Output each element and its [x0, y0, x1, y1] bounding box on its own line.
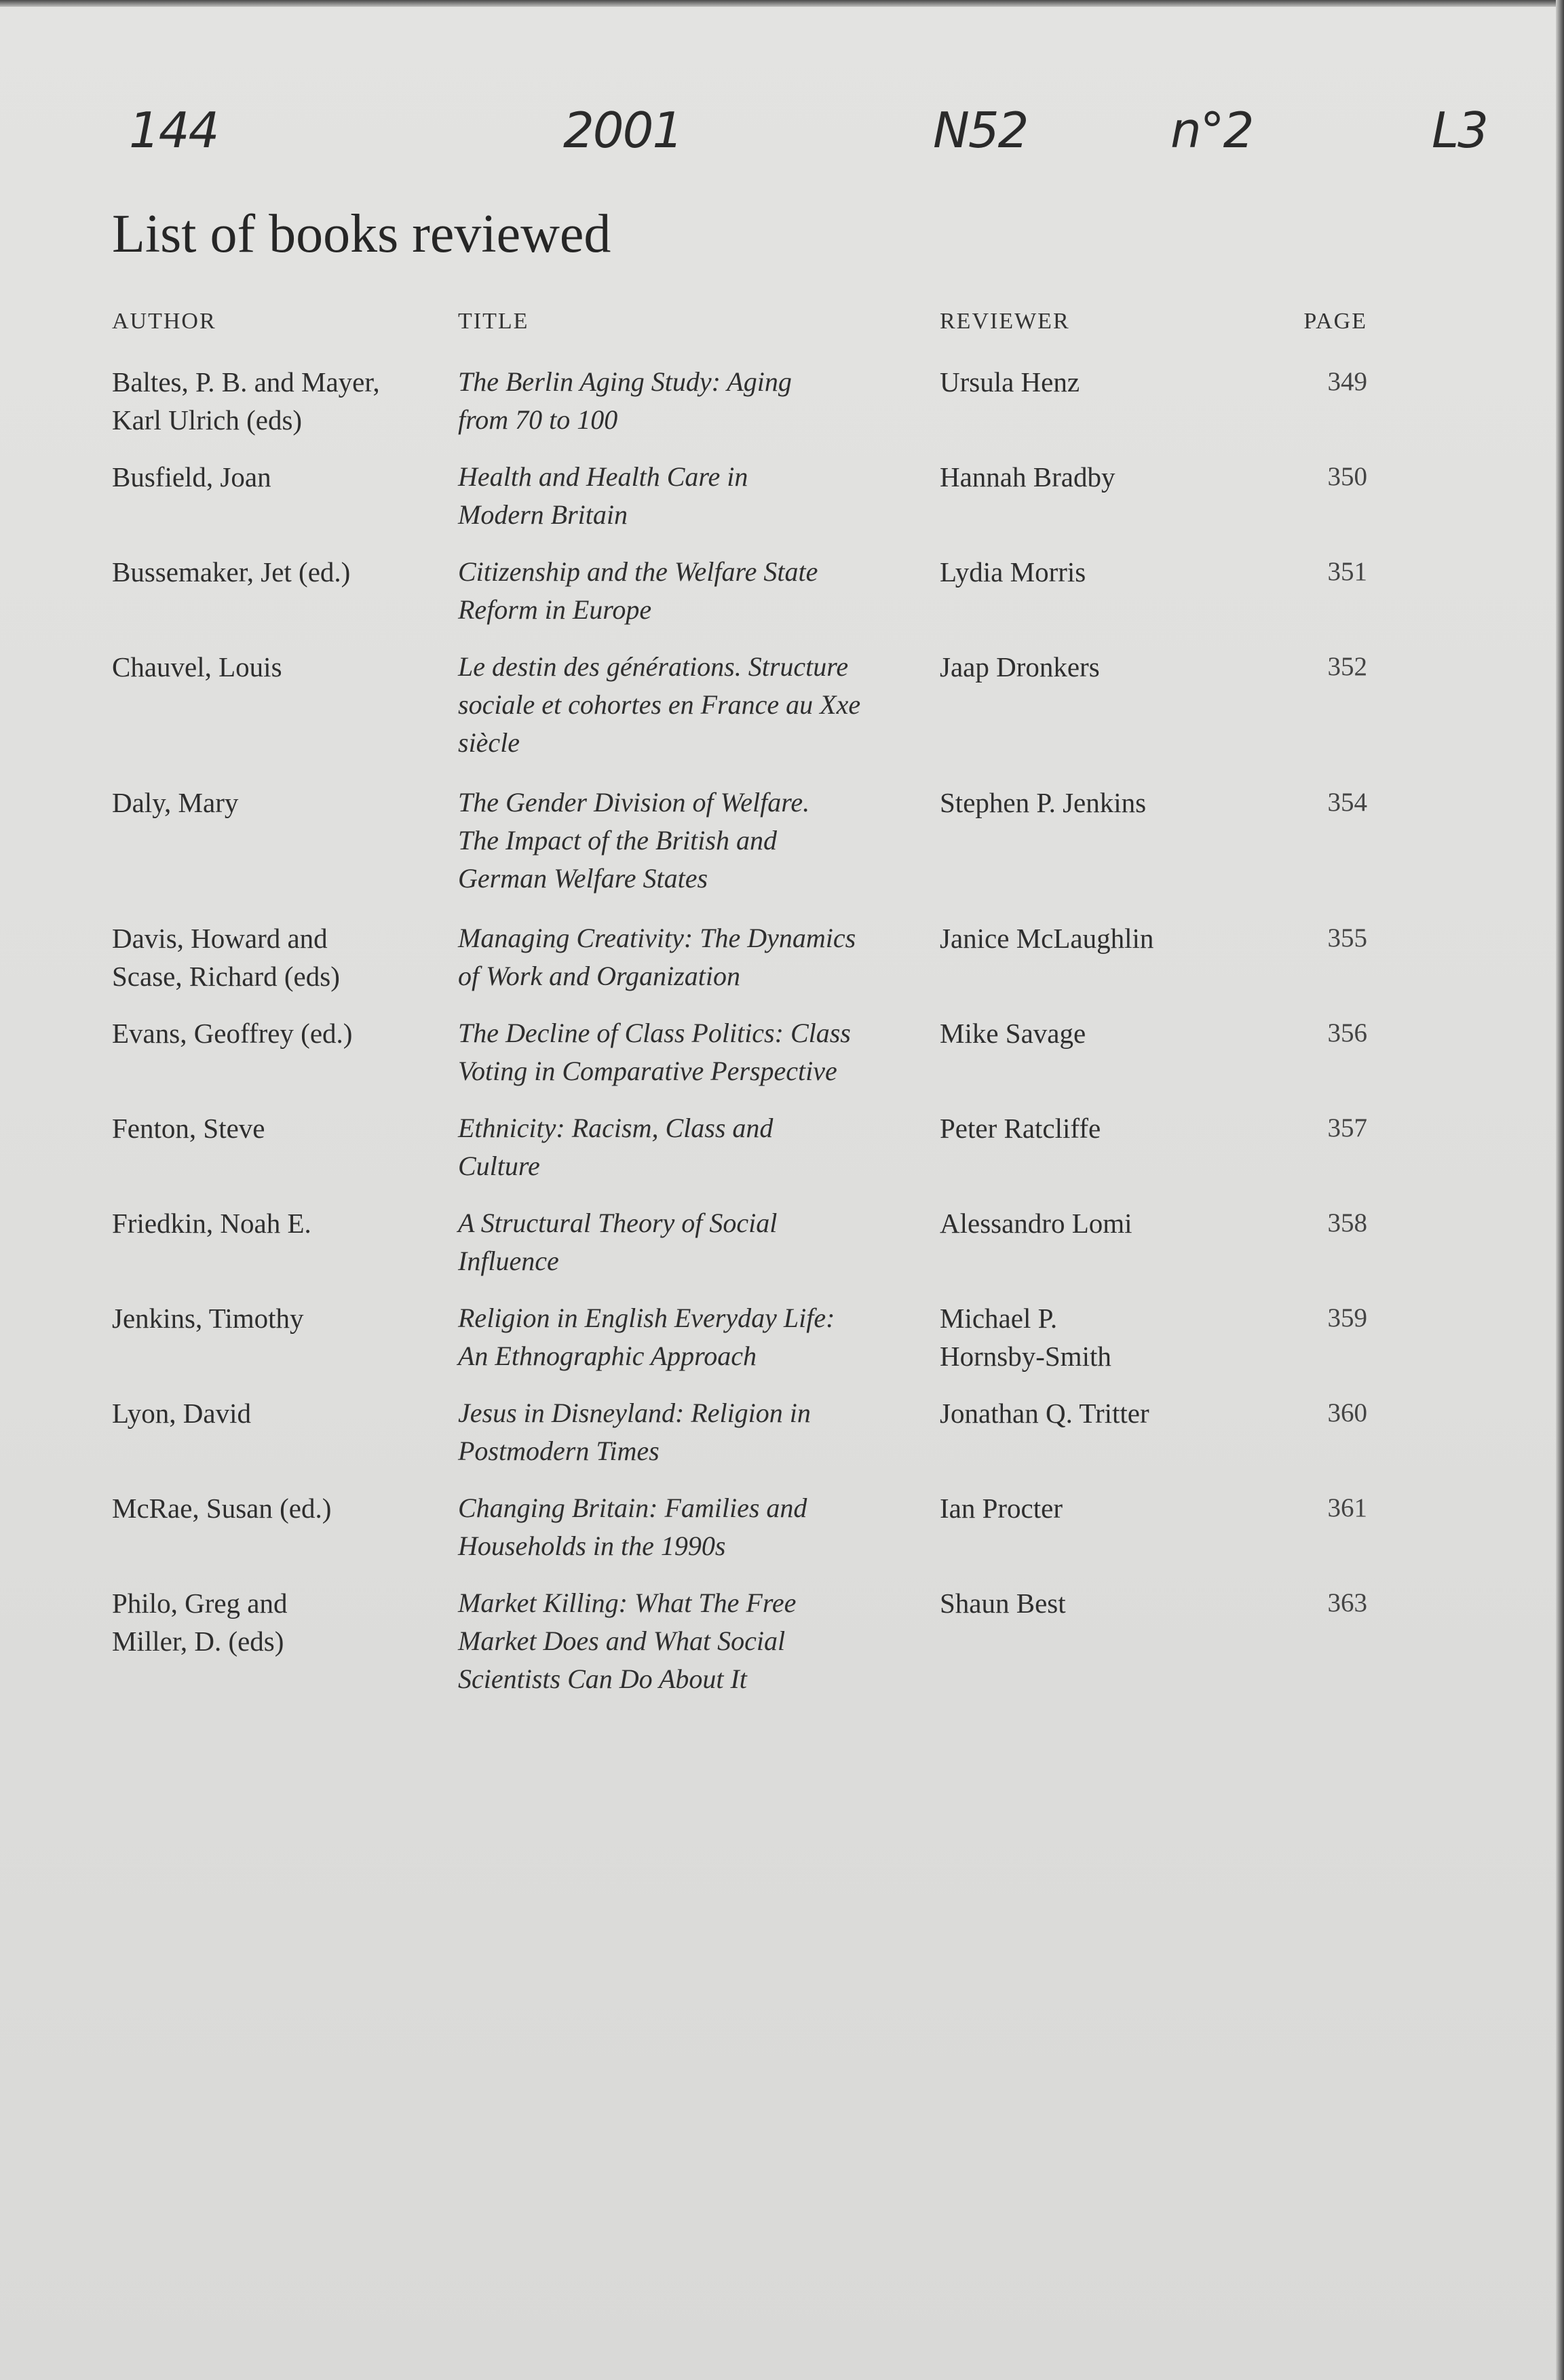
author-cell-line: Busfield, Joan	[112, 461, 271, 493]
title-cell-line: Ethnicity: Racism, Class and	[458, 1113, 774, 1143]
reviewer-cell	[940, 1014, 1279, 1052]
handwritten-note: n°2	[1170, 102, 1253, 159]
reviewer-cell-line: Ursula Henz	[940, 366, 1080, 398]
reviewer-cell	[940, 1109, 1279, 1147]
title-cell-line: Jesus in Disneyland: Religion in	[458, 1398, 811, 1428]
reviewer-cell-line: Jonathan Q. Tritter	[940, 1398, 1149, 1429]
author-cell	[112, 648, 451, 686]
author-cell	[112, 458, 451, 496]
author-cell-line: Friedkin, Noah E.	[112, 1208, 311, 1239]
page-cell: 360	[1327, 1398, 1367, 1427]
author-cell	[112, 553, 451, 591]
author-cell	[112, 1584, 451, 1660]
page-top-edge	[0, 0, 1564, 7]
reviewer-cell-line: Alessandro Lomi	[940, 1208, 1132, 1239]
author-cell-line: Bussemaker, Jet (ed.)	[112, 556, 351, 588]
reviewer-cell-line: Jaap Dronkers	[940, 651, 1100, 683]
title-cell-line: Voting in Comparative Perspective	[458, 1056, 837, 1086]
author-cell-line: Scase, Richard (eds)	[112, 961, 340, 992]
column-header-author: AUTHOR	[112, 309, 216, 334]
reviewer-cell	[940, 363, 1279, 401]
column-header-title: TITLE	[458, 309, 529, 334]
author-cell	[112, 1299, 451, 1337]
page-cell: 359	[1327, 1303, 1367, 1332]
reviewer-cell-line: Lydia Morris	[940, 556, 1086, 588]
author-cell-line: Evans, Geoffrey (ed.)	[112, 1018, 353, 1049]
reviewer-cell-line: Mike Savage	[940, 1018, 1086, 1049]
author-cell	[112, 1394, 451, 1432]
reviewer-cell	[940, 1394, 1279, 1432]
author-cell-line: Baltes, P. B. and Mayer,	[112, 366, 380, 398]
title-cell-line: Modern Britain	[458, 499, 628, 530]
handwritten-note: L3	[1432, 102, 1487, 159]
title-cell-line: The Decline of Class Politics: Class	[458, 1018, 851, 1048]
title-cell-line: The Impact of the British and	[458, 825, 777, 856]
title-cell-line: Culture	[458, 1151, 540, 1181]
author-cell	[112, 1204, 451, 1242]
author-cell-line: Philo, Greg and	[112, 1588, 288, 1619]
column-header-page: PAGE	[1303, 309, 1367, 334]
reviewer-cell	[940, 784, 1279, 822]
title-cell	[458, 363, 933, 439]
reviewer-cell-line: Hannah Bradby	[940, 461, 1115, 493]
page-cell: 363	[1327, 1588, 1367, 1617]
title-cell-line: Changing Britain: Families and	[458, 1493, 807, 1523]
page-cell: 355	[1327, 923, 1367, 953]
title-cell-line: German Welfare States	[458, 863, 708, 894]
author-cell	[112, 1014, 451, 1052]
reviewer-cell-line: Ian Procter	[940, 1493, 1063, 1524]
title-cell	[458, 784, 933, 898]
page-cell: 350	[1327, 462, 1367, 491]
title-cell-line: A Structural Theory of Social	[458, 1208, 778, 1238]
handwritten-note: 144	[129, 102, 218, 159]
title-cell	[458, 1014, 933, 1090]
reviewer-cell	[940, 648, 1279, 686]
title-cell-line: Health and Health Care in	[458, 461, 748, 492]
page-title: List of books reviewed	[112, 204, 611, 264]
title-cell-line: Market Killing: What The Free	[458, 1588, 797, 1618]
page-cell: 357	[1327, 1113, 1367, 1143]
title-cell	[458, 1109, 933, 1185]
reviewer-cell	[940, 553, 1279, 591]
page-cell: 351	[1327, 557, 1367, 586]
title-cell-line: Scientists Can Do About It	[458, 1664, 747, 1694]
title-cell-line: The Gender Division of Welfare.	[458, 787, 810, 818]
title-cell-line: Influence	[458, 1246, 559, 1276]
reviewer-cell	[940, 1204, 1279, 1242]
author-cell	[112, 919, 451, 995]
page-cell: 352	[1327, 652, 1367, 681]
author-cell-line: Jenkins, Timothy	[112, 1303, 304, 1334]
title-cell-line: Reform in Europe	[458, 594, 652, 625]
page-right-edge	[1556, 0, 1564, 2380]
title-cell-line: An Ethnographic Approach	[458, 1341, 757, 1371]
reviewer-cell-line: Shaun Best	[940, 1588, 1066, 1619]
author-cell-line: Fenton, Steve	[112, 1113, 265, 1144]
title-cell-line: Managing Creativity: The Dynamics	[458, 923, 856, 953]
title-cell-line: of Work and Organization	[458, 961, 740, 991]
author-cell-line: Lyon, David	[112, 1398, 251, 1429]
page-cell: 361	[1327, 1493, 1367, 1522]
reviewer-cell	[940, 1299, 1279, 1375]
title-cell-line: Market Does and What Social	[458, 1626, 786, 1656]
reviewer-cell	[940, 1489, 1279, 1527]
handwritten-note: 2001	[563, 102, 683, 159]
author-cell	[112, 1109, 451, 1147]
books-table	[112, 309, 1367, 1694]
title-cell-line: Households in the 1990s	[458, 1531, 726, 1561]
title-cell	[458, 1489, 933, 1565]
author-cell	[112, 784, 451, 822]
title-cell	[458, 1204, 933, 1280]
page-cell: 354	[1327, 788, 1367, 817]
title-cell	[458, 648, 933, 762]
title-cell-line: Religion in English Everyday Life:	[458, 1303, 835, 1333]
author-cell-line: Daly, Mary	[112, 787, 239, 818]
title-cell-line: Postmodern Times	[458, 1436, 660, 1466]
author-cell	[112, 1489, 451, 1527]
page-cell: 349	[1327, 367, 1367, 396]
title-cell	[458, 919, 933, 995]
reviewer-cell-line: Stephen P. Jenkins	[940, 787, 1147, 818]
title-cell-line: siècle	[458, 727, 520, 758]
table-header	[112, 309, 1367, 360]
author-cell-line: Chauvel, Louis	[112, 651, 282, 683]
reviewer-cell-line: Peter Ratcliffe	[940, 1113, 1101, 1144]
author-cell-line: Davis, Howard and	[112, 923, 328, 954]
reviewer-cell	[940, 458, 1279, 496]
title-cell-line: sociale et cohortes en France au Xxe	[458, 689, 861, 720]
reviewer-cell-line: Hornsby-Smith	[940, 1341, 1111, 1372]
reviewer-cell	[940, 1584, 1279, 1622]
column-header-reviewer: REVIEWER	[940, 309, 1070, 334]
author-cell	[112, 363, 451, 439]
title-cell	[458, 1394, 933, 1470]
title-cell-line: Citizenship and the Welfare State	[458, 556, 818, 587]
author-cell-line: Miller, D. (eds)	[112, 1626, 284, 1657]
title-cell	[458, 1584, 933, 1698]
page-cell: 358	[1327, 1208, 1367, 1237]
page-cell: 356	[1327, 1018, 1367, 1048]
title-cell	[458, 553, 933, 629]
title-cell-line: from 70 to 100	[458, 404, 618, 435]
handwritten-note: N52	[933, 102, 1028, 159]
title-cell-line: Le destin des générations. Structure	[458, 651, 849, 682]
title-cell	[458, 1299, 933, 1375]
author-cell-line: McRae, Susan (ed.)	[112, 1493, 332, 1524]
title-cell-line: The Berlin Aging Study: Aging	[458, 366, 792, 397]
reviewer-cell-line: Michael P.	[940, 1303, 1058, 1334]
title-cell	[458, 458, 933, 534]
author-cell-line: Karl Ulrich (eds)	[112, 404, 303, 436]
reviewer-cell-line: Janice McLaughlin	[940, 923, 1154, 954]
reviewer-cell	[940, 919, 1279, 957]
